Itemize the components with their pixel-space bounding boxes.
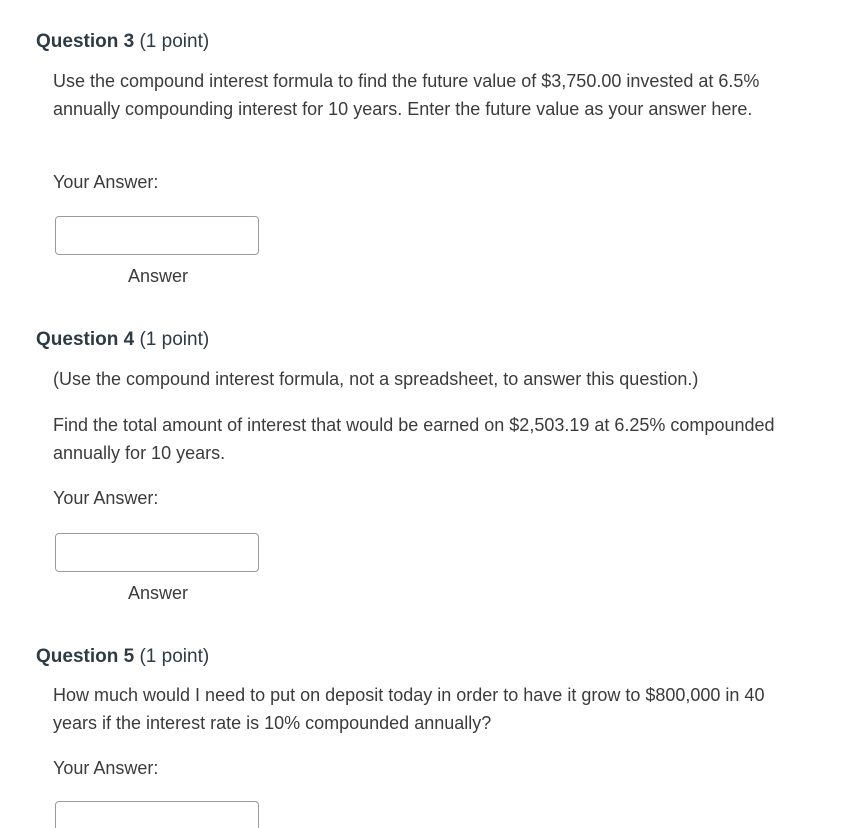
question-number: Question 5 <box>36 646 135 667</box>
question-4-title <box>36 329 209 351</box>
answer-input[interactable] <box>55 216 259 255</box>
answer-input[interactable] <box>55 533 259 572</box>
question-text: How much would I need to put on deposit today in order to have it grow to $800,000 in 40 years if the interest rate is 10% compounded annually? <box>53 685 765 733</box>
question-5-title <box>36 646 209 668</box>
your-answer-label: Your Answer: <box>53 172 159 192</box>
question-text: Find the total amount of interest that would be earned on $2,503.19 at 6.25% compounded annually for 10 years. <box>53 415 775 463</box>
question-number: Question 4 <box>36 329 135 350</box>
question-points: (1 point) <box>139 329 210 350</box>
answer-caption: Answer <box>127 583 189 603</box>
question-points: (1 point) <box>139 646 210 667</box>
your-answer-label: Your Answer: <box>53 488 159 508</box>
question-number: Question 3 <box>36 31 135 52</box>
question-instruction: (Use the compound interest formula, not a spreadsheet, to answer this question.) <box>53 369 699 389</box>
answer-caption: Answer <box>127 266 189 286</box>
question-text: Use the compound interest formula to find the future value of $3,750.00 invested at 6.5% annually compounding interest for 10 years. Enter the future value as your answer here. <box>53 71 760 119</box>
your-answer-label: Your Answer: <box>53 758 159 778</box>
question-3-title <box>36 31 209 53</box>
question-points: (1 point) <box>139 31 210 52</box>
answer-input[interactable] <box>55 801 259 828</box>
